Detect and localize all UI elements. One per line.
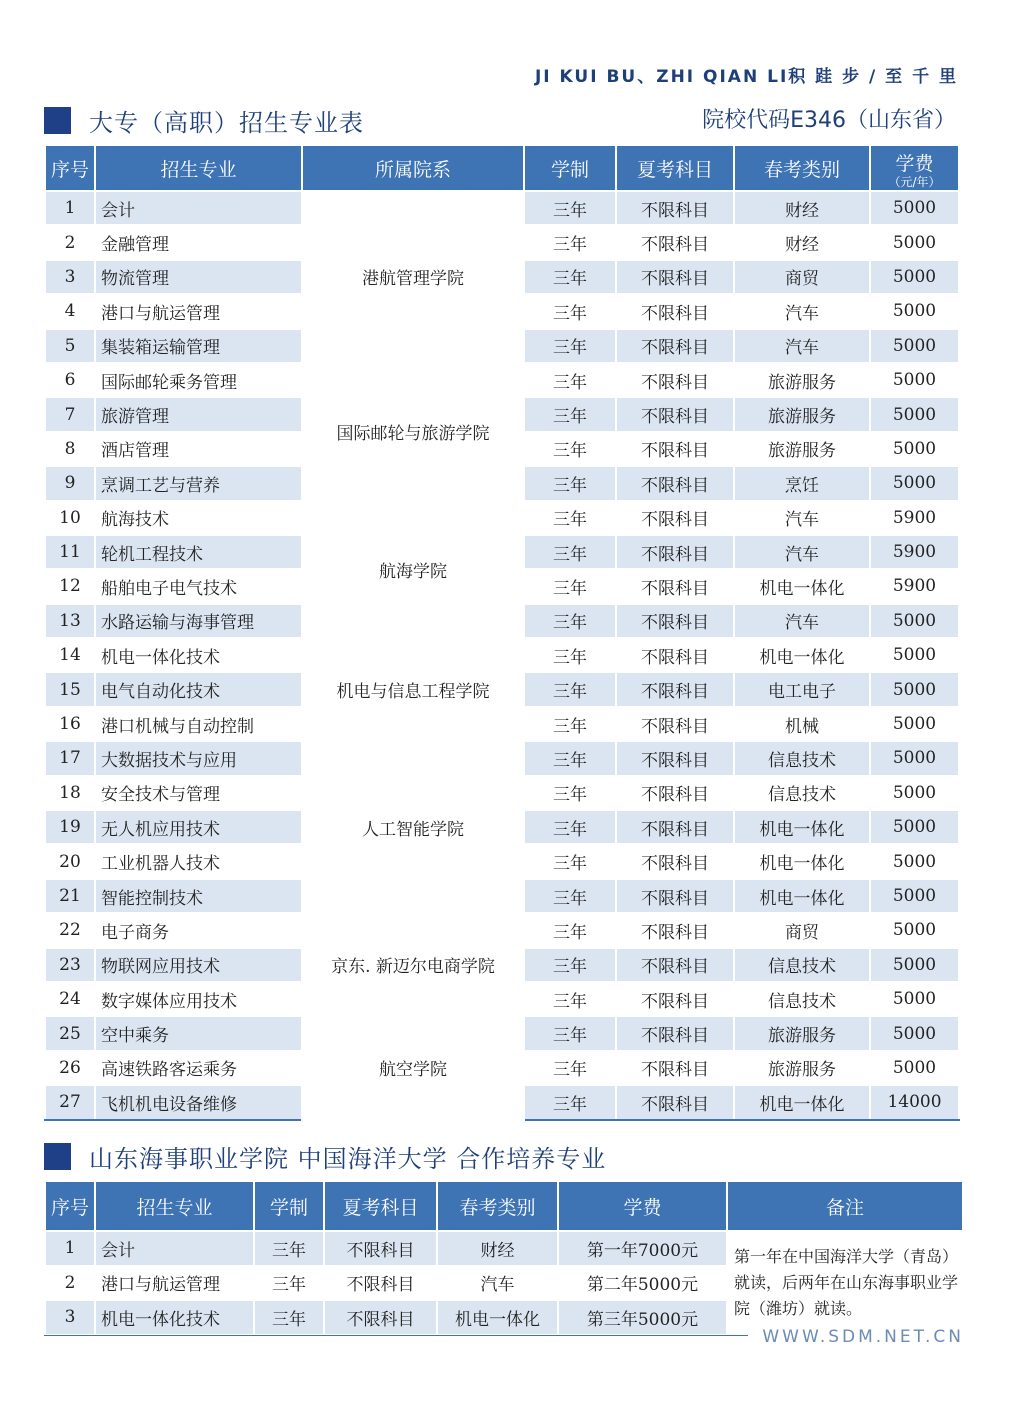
cell-duration: 三年 bbox=[524, 913, 616, 947]
cell-fee: 5000 bbox=[870, 432, 959, 466]
website: WWW.SDM.NET.CN bbox=[762, 1327, 964, 1347]
cell-no: 25 bbox=[45, 1016, 95, 1050]
cell-summer: 不限科目 bbox=[616, 638, 734, 672]
header-remark: 备注 bbox=[727, 1181, 963, 1231]
cell-dept: 国际邮轮与旅游学院 bbox=[302, 363, 524, 501]
cell-spring: 机电一体化 bbox=[734, 1085, 870, 1119]
cell-fee: 5000 bbox=[870, 397, 959, 431]
cell-spring: 烹饪 bbox=[734, 466, 870, 500]
header-summer: 夏考科目 bbox=[616, 145, 734, 191]
cell-major: 港口机械与自动控制 bbox=[95, 707, 302, 741]
cell-spring: 机电一体化 bbox=[734, 638, 870, 672]
cell-duration: 三年 bbox=[524, 776, 616, 810]
cell-no: 24 bbox=[45, 982, 95, 1016]
cell-summer: 不限科目 bbox=[616, 569, 734, 603]
cell-fee: 5000 bbox=[870, 810, 959, 844]
cell-major: 数字媒体应用技术 bbox=[95, 982, 302, 1016]
cell-duration: 三年 bbox=[524, 707, 616, 741]
cell-summer: 不限科目 bbox=[616, 776, 734, 810]
section2-title: 山东海事职业学院 中国海洋大学 合作培养专业 bbox=[89, 1145, 607, 1173]
cell-summer: 不限科目 bbox=[616, 466, 734, 500]
cell-major: 会计 bbox=[95, 1231, 254, 1266]
cell-spring: 电工电子 bbox=[734, 672, 870, 706]
table-header-row bbox=[45, 145, 959, 191]
cell-summer: 不限科目 bbox=[616, 1085, 734, 1119]
cell-duration: 三年 bbox=[524, 810, 616, 844]
cell-spring: 汽车 bbox=[734, 604, 870, 638]
cell-fee: 第三年5000元 bbox=[558, 1300, 727, 1335]
table-row bbox=[45, 1231, 963, 1266]
cell-spring: 机电一体化 bbox=[734, 879, 870, 913]
cell-major: 机电一体化技术 bbox=[95, 638, 302, 672]
cell-major: 轮机工程技术 bbox=[95, 535, 302, 569]
cell-fee: 5000 bbox=[870, 294, 959, 328]
cell-summer: 不限科目 bbox=[616, 1051, 734, 1085]
cell-summer: 不限科目 bbox=[616, 810, 734, 844]
cell-duration: 三年 bbox=[524, 879, 616, 913]
cell-summer: 不限科目 bbox=[616, 879, 734, 913]
cell-fee: 14000 bbox=[870, 1085, 959, 1119]
cell-spring: 财经 bbox=[437, 1231, 558, 1266]
cell-spring: 汽车 bbox=[734, 501, 870, 535]
cell-fee: 5000 bbox=[870, 329, 959, 363]
header-dept: 所属院系 bbox=[302, 145, 524, 191]
cell-no: 6 bbox=[45, 363, 95, 397]
cell-summer: 不限科目 bbox=[616, 741, 734, 775]
cell-no: 16 bbox=[45, 707, 95, 741]
table-row bbox=[45, 913, 959, 947]
cell-no: 10 bbox=[45, 501, 95, 535]
cell-major: 大数据技术与应用 bbox=[95, 741, 302, 775]
cell-duration: 三年 bbox=[254, 1300, 324, 1335]
cell-major: 工业机器人技术 bbox=[95, 844, 302, 878]
cell-duration: 三年 bbox=[524, 535, 616, 569]
cell-no: 12 bbox=[45, 569, 95, 603]
cell-fee: 5000 bbox=[870, 260, 959, 294]
cell-fee: 5000 bbox=[870, 363, 959, 397]
cell-fee: 5000 bbox=[870, 879, 959, 913]
cell-dept: 航海学院 bbox=[302, 501, 524, 639]
cell-spring: 汽车 bbox=[734, 535, 870, 569]
table-row bbox=[45, 363, 959, 397]
section1-header bbox=[44, 103, 364, 138]
cell-no: 21 bbox=[45, 879, 95, 913]
school-code: 院校代码E346（山东省） bbox=[702, 108, 956, 133]
slogan: JI KUI BU、ZHI QIAN LI积 跬 步 / 至 千 里 bbox=[534, 67, 958, 87]
cell-duration: 三年 bbox=[524, 191, 616, 225]
cell-no: 2 bbox=[45, 1266, 95, 1301]
cell-duration: 三年 bbox=[524, 741, 616, 775]
cell-spring: 信息技术 bbox=[734, 982, 870, 1016]
cell-spring: 机电一体化 bbox=[734, 844, 870, 878]
cell-summer: 不限科目 bbox=[616, 329, 734, 363]
cell-spring: 信息技术 bbox=[734, 948, 870, 982]
cell-fee: 5000 bbox=[870, 638, 959, 672]
cell-major: 旅游管理 bbox=[95, 397, 302, 431]
cell-fee: 5000 bbox=[870, 191, 959, 225]
cell-no: 9 bbox=[45, 466, 95, 500]
table-row bbox=[45, 638, 959, 672]
cell-no: 5 bbox=[45, 329, 95, 363]
cell-major: 无人机应用技术 bbox=[95, 810, 302, 844]
cell-fee: 第一年7000元 bbox=[558, 1231, 727, 1266]
joint-programs-table bbox=[44, 1180, 964, 1336]
header-fee: 学费 bbox=[558, 1181, 727, 1231]
cell-duration: 三年 bbox=[524, 638, 616, 672]
cell-summer: 不限科目 bbox=[616, 948, 734, 982]
cell-major: 航海技术 bbox=[95, 501, 302, 535]
cell-summer: 不限科目 bbox=[616, 604, 734, 638]
cell-summer: 不限科目 bbox=[616, 982, 734, 1016]
cell-summer: 不限科目 bbox=[616, 913, 734, 947]
cell-fee: 5000 bbox=[870, 466, 959, 500]
cell-spring: 旅游服务 bbox=[734, 1051, 870, 1085]
section2-header bbox=[44, 1139, 606, 1174]
cell-remark: 第一年在中国海洋大学（青岛）就读，后两年在山东海事职业学院（潍坊）就读。 bbox=[727, 1231, 963, 1335]
cell-major: 国际邮轮乘务管理 bbox=[95, 363, 302, 397]
cell-no: 15 bbox=[45, 672, 95, 706]
cell-dept: 航空学院 bbox=[302, 1016, 524, 1119]
cell-summer: 不限科目 bbox=[324, 1300, 437, 1335]
cell-duration: 三年 bbox=[524, 501, 616, 535]
cell-dept: 京东. 新迈尔电商学院 bbox=[302, 913, 524, 1016]
cell-dept: 港航管理学院 bbox=[302, 191, 524, 363]
cell-duration: 三年 bbox=[524, 260, 616, 294]
cell-spring: 旅游服务 bbox=[734, 363, 870, 397]
cell-summer: 不限科目 bbox=[616, 432, 734, 466]
cell-major: 物流管理 bbox=[95, 260, 302, 294]
cell-no: 2 bbox=[45, 225, 95, 259]
cell-duration: 三年 bbox=[524, 1016, 616, 1050]
cell-duration: 三年 bbox=[524, 604, 616, 638]
cell-summer: 不限科目 bbox=[616, 672, 734, 706]
cell-spring: 信息技术 bbox=[734, 741, 870, 775]
cell-duration: 三年 bbox=[524, 466, 616, 500]
cell-fee: 5000 bbox=[870, 225, 959, 259]
cell-no: 1 bbox=[45, 1231, 95, 1266]
cell-major: 电气自动化技术 bbox=[95, 672, 302, 706]
table-row bbox=[45, 191, 959, 225]
cell-major: 会计 bbox=[95, 191, 302, 225]
cell-fee: 5000 bbox=[870, 948, 959, 982]
section1-title: 大专（高职）招生专业表 bbox=[89, 109, 364, 137]
table-row bbox=[45, 501, 959, 535]
cell-summer: 不限科目 bbox=[616, 363, 734, 397]
cell-major: 智能控制技术 bbox=[95, 879, 302, 913]
section-square-icon bbox=[44, 107, 71, 134]
table-header-row bbox=[45, 1181, 963, 1231]
cell-summer: 不限科目 bbox=[616, 1016, 734, 1050]
header-major: 招生专业 bbox=[95, 1181, 254, 1231]
cell-spring: 机电一体化 bbox=[734, 569, 870, 603]
header-no: 序号 bbox=[45, 145, 95, 191]
cell-fee: 5000 bbox=[870, 982, 959, 1016]
cell-no: 18 bbox=[45, 776, 95, 810]
header-fee bbox=[870, 145, 959, 191]
cell-no: 8 bbox=[45, 432, 95, 466]
cell-summer: 不限科目 bbox=[324, 1231, 437, 1266]
header-major: 招生专业 bbox=[95, 145, 302, 191]
cell-major: 电子商务 bbox=[95, 913, 302, 947]
cell-duration: 三年 bbox=[524, 397, 616, 431]
cell-duration: 三年 bbox=[524, 569, 616, 603]
cell-summer: 不限科目 bbox=[616, 191, 734, 225]
cell-major: 飞机机电设备维修 bbox=[95, 1085, 302, 1119]
header-fee-unit: （元/年） bbox=[888, 174, 941, 189]
cell-major: 物联网应用技术 bbox=[95, 948, 302, 982]
cell-spring: 机电一体化 bbox=[437, 1300, 558, 1335]
cell-fee: 第二年5000元 bbox=[558, 1266, 727, 1301]
table-row bbox=[45, 1016, 959, 1050]
cell-fee: 5000 bbox=[870, 776, 959, 810]
header-spring: 春考类别 bbox=[734, 145, 870, 191]
cell-summer: 不限科目 bbox=[616, 535, 734, 569]
cell-no: 27 bbox=[45, 1085, 95, 1119]
cell-duration: 三年 bbox=[524, 672, 616, 706]
cell-fee: 5000 bbox=[870, 741, 959, 775]
cell-spring: 汽车 bbox=[734, 329, 870, 363]
cell-spring: 旅游服务 bbox=[734, 432, 870, 466]
cell-no: 20 bbox=[45, 844, 95, 878]
cell-spring: 旅游服务 bbox=[734, 1016, 870, 1050]
header-duration: 学制 bbox=[524, 145, 616, 191]
cell-spring: 商贸 bbox=[734, 913, 870, 947]
cell-no: 26 bbox=[45, 1051, 95, 1085]
cell-spring: 旅游服务 bbox=[734, 397, 870, 431]
cell-duration: 三年 bbox=[524, 1051, 616, 1085]
header-fee-label: 学费 bbox=[895, 152, 934, 175]
cell-summer: 不限科目 bbox=[616, 260, 734, 294]
cell-major: 机电一体化技术 bbox=[95, 1300, 254, 1335]
cell-spring: 商贸 bbox=[734, 260, 870, 294]
cell-summer: 不限科目 bbox=[616, 294, 734, 328]
cell-spring: 汽车 bbox=[734, 294, 870, 328]
cell-spring: 信息技术 bbox=[734, 776, 870, 810]
cell-no: 23 bbox=[45, 948, 95, 982]
cell-duration: 三年 bbox=[524, 363, 616, 397]
cell-summer: 不限科目 bbox=[616, 397, 734, 431]
cell-dept: 人工智能学院 bbox=[302, 741, 524, 913]
header-summer: 夏考科目 bbox=[324, 1181, 437, 1231]
cell-major: 港口与航运管理 bbox=[95, 294, 302, 328]
cell-no: 4 bbox=[45, 294, 95, 328]
cell-no: 11 bbox=[45, 535, 95, 569]
cell-fee: 5000 bbox=[870, 672, 959, 706]
cell-fee: 5900 bbox=[870, 535, 959, 569]
cell-major: 高速铁路客运乘务 bbox=[95, 1051, 302, 1085]
header-no: 序号 bbox=[45, 1181, 95, 1231]
cell-no: 17 bbox=[45, 741, 95, 775]
cell-summer: 不限科目 bbox=[616, 707, 734, 741]
cell-spring: 汽车 bbox=[437, 1266, 558, 1301]
cell-major: 金融管理 bbox=[95, 225, 302, 259]
cell-no: 1 bbox=[45, 191, 95, 225]
cell-summer: 不限科目 bbox=[616, 501, 734, 535]
cell-fee: 5000 bbox=[870, 913, 959, 947]
cell-major: 船舶电子电气技术 bbox=[95, 569, 302, 603]
cell-major: 水路运输与海事管理 bbox=[95, 604, 302, 638]
cell-no: 14 bbox=[45, 638, 95, 672]
cell-no: 3 bbox=[45, 1300, 95, 1335]
cell-major: 烹调工艺与营养 bbox=[95, 466, 302, 500]
footer-divider bbox=[44, 1335, 748, 1336]
header-duration: 学制 bbox=[254, 1181, 324, 1231]
cell-duration: 三年 bbox=[254, 1231, 324, 1266]
cell-no: 7 bbox=[45, 397, 95, 431]
header-spring: 春考类别 bbox=[437, 1181, 558, 1231]
cell-no: 13 bbox=[45, 604, 95, 638]
cell-summer: 不限科目 bbox=[616, 844, 734, 878]
cell-summer: 不限科目 bbox=[324, 1266, 437, 1301]
cell-major: 港口与航运管理 bbox=[95, 1266, 254, 1301]
table-row bbox=[45, 741, 959, 775]
cell-fee: 5000 bbox=[870, 1051, 959, 1085]
cell-spring: 机电一体化 bbox=[734, 810, 870, 844]
cell-spring: 机械 bbox=[734, 707, 870, 741]
cell-major: 酒店管理 bbox=[95, 432, 302, 466]
cell-summer: 不限科目 bbox=[616, 225, 734, 259]
cell-dept: 机电与信息工程学院 bbox=[302, 638, 524, 741]
cell-spring: 财经 bbox=[734, 191, 870, 225]
cell-major: 安全技术与管理 bbox=[95, 776, 302, 810]
cell-no: 19 bbox=[45, 810, 95, 844]
section-square-icon bbox=[44, 1143, 71, 1170]
cell-fee: 5000 bbox=[870, 844, 959, 878]
majors-table bbox=[44, 144, 960, 1121]
cell-duration: 三年 bbox=[524, 982, 616, 1016]
cell-duration: 三年 bbox=[524, 948, 616, 982]
cell-duration: 三年 bbox=[524, 225, 616, 259]
cell-fee: 5000 bbox=[870, 1016, 959, 1050]
cell-no: 3 bbox=[45, 260, 95, 294]
cell-major: 空中乘务 bbox=[95, 1016, 302, 1050]
cell-duration: 三年 bbox=[254, 1266, 324, 1301]
cell-fee: 5900 bbox=[870, 501, 959, 535]
cell-duration: 三年 bbox=[524, 329, 616, 363]
cell-major: 集装箱运输管理 bbox=[95, 329, 302, 363]
cell-no: 22 bbox=[45, 913, 95, 947]
cell-duration: 三年 bbox=[524, 1085, 616, 1119]
cell-fee: 5000 bbox=[870, 707, 959, 741]
cell-duration: 三年 bbox=[524, 844, 616, 878]
cell-fee: 5000 bbox=[870, 604, 959, 638]
cell-fee: 5900 bbox=[870, 569, 959, 603]
cell-spring: 财经 bbox=[734, 225, 870, 259]
cell-duration: 三年 bbox=[524, 294, 616, 328]
cell-duration: 三年 bbox=[524, 432, 616, 466]
